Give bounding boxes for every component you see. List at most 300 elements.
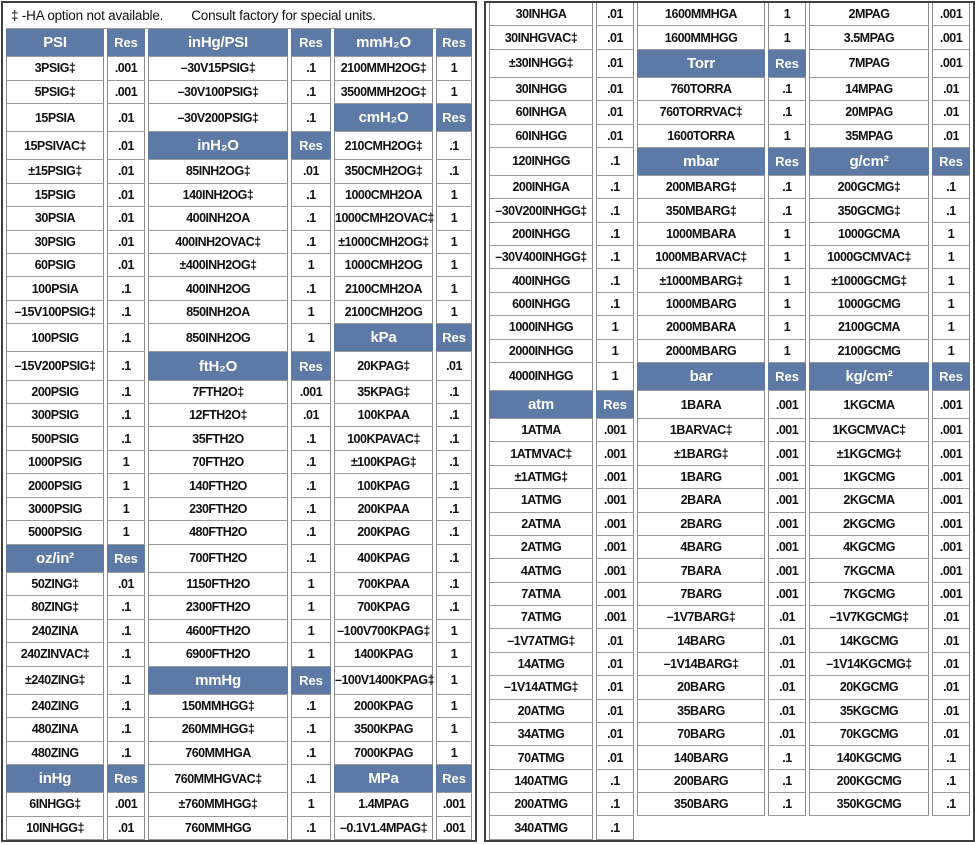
model-cell: 3500MMH2OG‡ [334,81,433,104]
res-cell: .001 [596,489,634,512]
res-cell: .01 [107,132,145,160]
res-cell: .1 [436,521,472,544]
table-row [6,545,472,573]
res-cell: .01 [107,231,145,254]
res-column-header: Res [436,104,472,132]
res-cell: .1 [436,160,472,183]
unit-section-header: g/cm² [809,148,929,176]
res-cell: .001 [932,489,970,512]
unit-section-header: Torr [637,50,765,78]
res-cell: .1 [436,132,472,160]
res-cell: 1 [107,498,145,521]
model-cell: 400INHGG [489,269,593,292]
model-cell: 240ZING [6,695,104,718]
res-cell: .01 [596,101,634,124]
res-cell: .001 [107,81,145,104]
model-cell: 7000KPAG [334,742,433,765]
footnote-row [6,3,472,29]
table-row [6,324,472,352]
res-cell: .01 [932,676,970,699]
res-cell: .1 [291,207,331,230]
res-column-header: Res [932,148,970,176]
table-row [489,125,970,148]
res-cell: .001 [932,583,970,606]
table-row [489,50,970,78]
res-cell: .1 [291,817,331,841]
res-cell: .01 [932,606,970,629]
model-cell: 7MPAG [809,50,929,78]
model-cell: 60PSIG [6,254,104,277]
res-cell: 1 [932,269,970,292]
model-cell: 140BARG [637,746,765,769]
model-cell: 760MMHGG [148,817,288,841]
model-cell: –30V200PSIG‡ [148,104,288,132]
res-cell: 1 [436,620,472,643]
res-cell: .01 [596,676,634,699]
model-cell: 260MMHGG‡ [148,718,288,741]
res-cell: 1 [436,277,472,300]
res-cell: 1 [436,207,472,230]
table-row [6,793,472,816]
res-cell: .001 [768,559,806,582]
model-cell: 480ZINA [6,718,104,741]
model-cell: 7KGCMG [809,583,929,606]
model-cell: 400INH2OA [148,207,288,230]
model-cell: 14KGCMG [809,629,929,652]
table-row [489,246,970,269]
res-cell: .01 [768,606,806,629]
res-cell: .1 [436,573,472,596]
model-cell: 1000GCMVAC‡ [809,246,929,269]
table-row [489,293,970,316]
unit-section-header: atm [489,391,593,419]
res-column-header: Res [436,765,472,793]
model-cell: 20ATMG [489,700,593,723]
res-cell: .1 [107,643,145,666]
model-cell: 100PSIA [6,277,104,300]
model-cell: 2100CMH2OA [334,277,433,300]
empty-cell [809,816,929,840]
model-cell: 34ATMG [489,723,593,746]
model-cell: 1BARVAC‡ [637,419,765,442]
res-cell: .1 [596,223,634,246]
model-cell: 1000MBARA [637,223,765,246]
table-row [6,718,472,741]
model-cell: 350CMH2OG‡ [334,160,433,183]
res-cell: .001 [932,50,970,78]
model-cell: 760TORRVAC‡ [637,101,765,124]
model-cell: 100KPAVAC‡ [334,427,433,450]
table-row [489,340,970,363]
model-cell: 350BARG [637,793,765,816]
res-cell: .01 [107,817,145,841]
res-column-header: Res [596,391,634,419]
res-cell: .01 [596,700,634,723]
model-cell: 5PSIG‡ [6,81,104,104]
res-cell: 1 [291,793,331,816]
table-row [489,513,970,536]
res-column-header: Res [291,132,331,160]
model-cell: 1000CMH2OG [334,254,433,277]
empty-cell [932,816,970,840]
res-cell: .001 [436,793,472,816]
table-row [6,643,472,666]
table-row [489,442,970,465]
table-row [6,817,472,841]
model-cell: 4ATMG [489,559,593,582]
model-cell: 100KPAA [334,404,433,427]
model-cell: 400KPAG [334,545,433,573]
model-cell: 140FTH2O [148,474,288,497]
model-cell: 15PSIG [6,184,104,207]
table-row [489,26,970,49]
model-cell: 15PSIA [6,104,104,132]
model-cell: 2MPAG [809,3,929,26]
model-cell: 35KGCMG [809,700,929,723]
res-cell: .001 [768,419,806,442]
model-cell: 7ATMA [489,583,593,606]
res-column-header: Res [768,50,806,78]
table-row [6,57,472,80]
res-cell: .1 [291,231,331,254]
model-cell: 4KGCMG [809,536,929,559]
res-cell: 1 [436,742,472,765]
table-row [6,765,472,793]
model-cell: 1.4MPAG [334,793,433,816]
res-cell: 1 [768,223,806,246]
model-cell: 200KGCMG [809,770,929,793]
res-cell: .1 [436,498,472,521]
unit-section-header: cmH₂O [334,104,433,132]
res-cell: .1 [291,427,331,450]
res-cell: .1 [768,78,806,101]
table-row [489,223,970,246]
res-cell: .1 [291,474,331,497]
res-cell: .1 [107,277,145,300]
model-cell: 7BARG [637,583,765,606]
model-cell: 2KGCMA [809,489,929,512]
model-cell: 1BARA [637,391,765,419]
model-cell: 200PSIG [6,381,104,404]
res-cell: .01 [768,723,806,746]
model-cell: 100KPAG [334,474,433,497]
table-row [489,536,970,559]
res-cell: 1 [768,269,806,292]
model-cell: –30V400INHGG‡ [489,246,593,269]
res-cell: .001 [596,559,634,582]
res-cell: .1 [291,451,331,474]
model-cell: ±1000MBARG‡ [637,269,765,292]
res-cell: .01 [596,3,634,26]
model-cell: –100V700KPAG‡ [334,620,433,643]
empty-cell [637,816,765,840]
model-cell: 200GCMG‡ [809,176,929,199]
model-cell: 1KGCMG [809,466,929,489]
res-cell: .1 [291,277,331,300]
res-cell: .1 [436,381,472,404]
table-row [489,676,970,699]
model-cell: 20MPAG [809,101,929,124]
model-cell: 400INH2OG [148,277,288,300]
model-cell: –30V15PSIG‡ [148,57,288,80]
res-cell: .001 [932,442,970,465]
res-cell: .1 [932,199,970,222]
table-row [489,816,970,840]
unit-section-header: mmH₂O [334,29,433,57]
model-cell: ±240ZING‡ [6,667,104,695]
res-cell: .1 [107,718,145,741]
res-cell: 1 [291,620,331,643]
model-cell: 140KGCMG [809,746,929,769]
table-row [6,254,472,277]
model-cell: 7KGCMA [809,559,929,582]
res-cell: .1 [768,770,806,793]
model-cell: 30INHGA [489,3,593,26]
res-cell: .01 [107,207,145,230]
model-cell: ±1KGCMG‡ [809,442,929,465]
res-cell: .001 [768,489,806,512]
model-cell: 70ATMG [489,746,593,769]
res-cell: .1 [932,176,970,199]
model-cell: 200BARG [637,770,765,793]
model-cell: 1000GCMA [809,223,929,246]
res-cell: .1 [436,474,472,497]
table-row [489,466,970,489]
unit-section-header: mbar [637,148,765,176]
res-cell: .001 [932,419,970,442]
model-cell: ±760MMHGG‡ [148,793,288,816]
res-cell: .01 [932,629,970,652]
unit-section-header: ftH₂O [148,352,288,380]
model-cell: 35BARG [637,700,765,723]
model-cell: 350KGCMG [809,793,929,816]
res-cell: .01 [596,125,634,148]
model-cell: 1000GCMG [809,293,929,316]
res-cell: .1 [596,793,634,816]
res-cell: 1 [768,3,806,26]
res-cell: 1 [436,667,472,695]
model-cell: 2100CMH2OG [334,301,433,324]
model-cell: –30V200INHGG‡ [489,199,593,222]
res-column-header: Res [768,363,806,391]
model-cell: 1000MBARVAC‡ [637,246,765,269]
res-cell: 1 [932,293,970,316]
model-cell: –1V7ATMG‡ [489,629,593,652]
model-cell: 30INHGG [489,78,593,101]
res-cell: .1 [107,667,145,695]
unit-section-header: kPa [334,324,433,352]
model-cell: 400INH2OVAC‡ [148,231,288,254]
res-column-header: Res [107,545,145,573]
res-cell: 1 [768,316,806,339]
table-row [6,596,472,619]
model-cell: 6INHGG‡ [6,793,104,816]
model-cell: 60INHGA [489,101,593,124]
model-cell: 2000PSIG [6,474,104,497]
model-cell: 120INHGG [489,148,593,176]
model-cell: 300PSIG [6,404,104,427]
table-row [6,277,472,300]
model-cell: 240ZINVAC‡ [6,643,104,666]
res-cell: .1 [436,596,472,619]
res-cell: .001 [932,26,970,49]
model-cell: 700FTH2O [148,545,288,573]
consult-note: Consult factory for special units. [191,8,376,23]
model-cell: 150MMHGG‡ [148,695,288,718]
model-cell: 30PSIG [6,231,104,254]
res-cell: 1 [436,695,472,718]
model-cell: 2000MBARA [637,316,765,339]
res-cell: .1 [768,746,806,769]
res-cell: .01 [768,676,806,699]
model-cell: 3PSIG‡ [6,57,104,80]
res-cell: .01 [107,254,145,277]
res-cell: 1 [107,521,145,544]
res-cell: .001 [932,3,970,26]
model-cell: 1000CMH2OA [334,184,433,207]
res-cell: .001 [596,466,634,489]
model-cell: 7BARA [637,559,765,582]
model-cell: 3500KPAG [334,718,433,741]
res-cell: .01 [596,723,634,746]
table-row [489,559,970,582]
res-cell: 1 [291,301,331,324]
res-cell: .001 [436,817,472,841]
res-cell: .1 [291,742,331,765]
model-cell: ±15PSIG‡ [6,160,104,183]
res-cell: 1 [596,340,634,363]
res-cell: .1 [436,404,472,427]
table-row [489,176,970,199]
model-cell: 2BARG [637,513,765,536]
res-cell: .1 [291,498,331,521]
table-row [6,620,472,643]
res-cell: .001 [932,391,970,419]
res-cell: .1 [596,293,634,316]
model-cell: 200ATMG [489,793,593,816]
model-cell: 6900FTH2O [148,643,288,666]
model-cell: 3.5MPAG [809,26,929,49]
res-cell: .1 [596,148,634,176]
res-cell: .1 [107,427,145,450]
res-cell: .01 [596,26,634,49]
model-cell: 3000PSIG [6,498,104,521]
res-cell: .1 [596,199,634,222]
table-row [6,451,472,474]
model-cell: ±1000GCMG‡ [809,269,929,292]
model-cell: 480ZING [6,742,104,765]
res-cell: .001 [596,583,634,606]
res-cell: .001 [596,419,634,442]
model-cell: ±30INHGG‡ [489,50,593,78]
model-cell: 85INH2OG‡ [148,160,288,183]
model-cell: 4600FTH2O [148,620,288,643]
res-cell: .1 [291,545,331,573]
model-cell: 1150FTH2O [148,573,288,596]
res-cell: .001 [932,559,970,582]
model-cell: 60INHGG [489,125,593,148]
model-cell: 80ZING‡ [6,596,104,619]
model-cell: 230FTH2O [148,498,288,521]
model-cell: 20BARG [637,676,765,699]
res-cell: 1 [932,316,970,339]
res-cell: 1 [436,301,472,324]
res-cell: .01 [596,653,634,676]
model-cell: 70KGCMG [809,723,929,746]
model-cell: 1600TORRA [637,125,765,148]
res-cell: 1 [291,254,331,277]
res-column-header: Res [107,765,145,793]
model-cell: 1000MBARG [637,293,765,316]
model-cell: 760MMHGVAC‡ [148,765,288,793]
model-cell: 14MPAG [809,78,929,101]
res-cell: 1 [291,324,331,352]
model-cell: 14ATMG [489,653,593,676]
model-cell: 1400KPAG [334,643,433,666]
model-cell: 350MBARG‡ [637,199,765,222]
res-cell: .1 [596,269,634,292]
model-cell: –0.1V1.4MPAG‡ [334,817,433,841]
res-cell: .1 [291,521,331,544]
res-cell: .01 [291,160,331,183]
model-cell: 7ATMG [489,606,593,629]
model-cell: 4000INHGG [489,363,593,391]
res-cell: 1 [932,223,970,246]
model-cell: 20KPAG‡ [334,352,433,380]
res-cell: .001 [596,536,634,559]
model-cell: 2ATMG [489,536,593,559]
res-cell: .1 [596,246,634,269]
res-cell: .001 [596,513,634,536]
res-cell: 1 [768,340,806,363]
model-cell: 200KPAA [334,498,433,521]
model-cell: 240ZINA [6,620,104,643]
res-cell: .1 [768,101,806,124]
model-cell: 70FTH2O [148,451,288,474]
res-cell: .001 [932,466,970,489]
res-cell: .1 [107,301,145,324]
res-column-header: Res [291,29,331,57]
model-cell: 1600MMHGA [637,3,765,26]
table-row [489,653,970,676]
res-cell: .1 [932,746,970,769]
model-cell: 1000INHGG [489,316,593,339]
table-row [489,793,970,816]
res-cell: 1 [436,57,472,80]
model-cell: 140ATMG [489,770,593,793]
model-cell: 2BARA [637,489,765,512]
model-cell: 2100GCMA [809,316,929,339]
res-cell: .01 [107,184,145,207]
res-cell: .001 [291,381,331,404]
model-cell: 2000INHGG [489,340,593,363]
res-cell: .1 [291,104,331,132]
res-cell: .01 [596,50,634,78]
model-cell: –30V100PSIG‡ [148,81,288,104]
table-row [489,148,970,176]
unit-section-header: bar [637,363,765,391]
model-cell: 2100GCMG [809,340,929,363]
res-column-header: Res [768,148,806,176]
table-row [489,770,970,793]
res-cell: 1 [291,573,331,596]
unit-section-header: inHg [6,765,104,793]
table-row [489,700,970,723]
res-cell: .01 [596,746,634,769]
table-row [489,316,970,339]
model-cell: 200MBARG‡ [637,176,765,199]
unit-section-header: inHg/PSI [148,29,288,57]
